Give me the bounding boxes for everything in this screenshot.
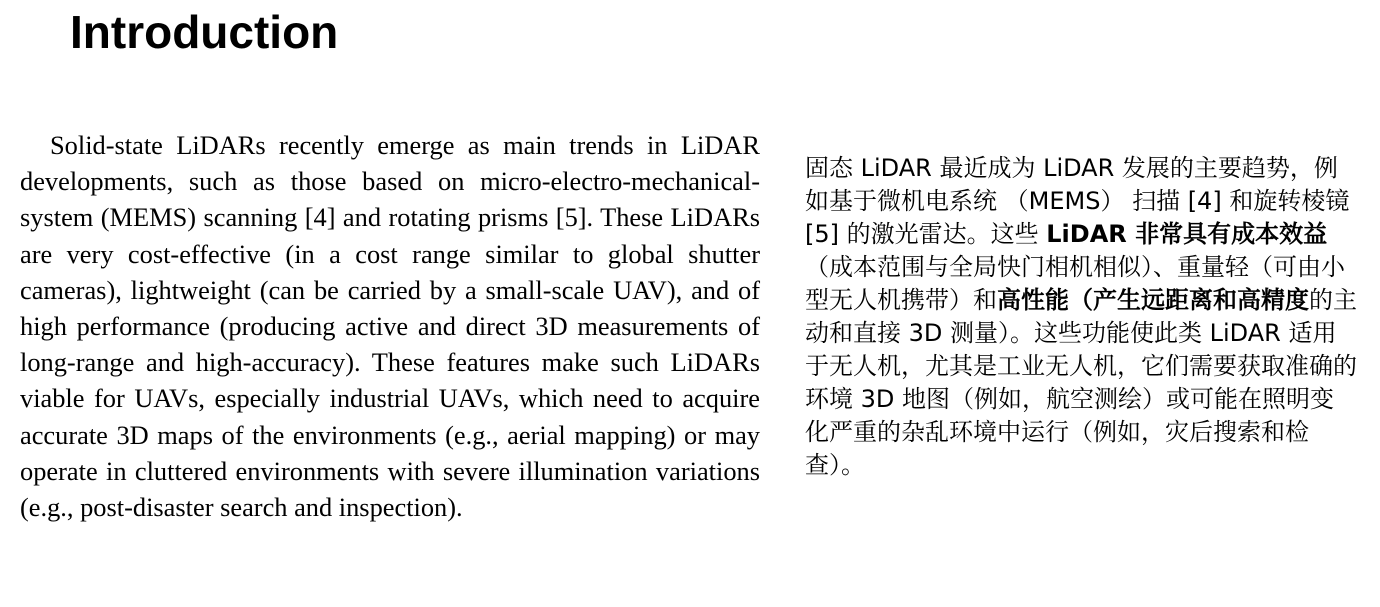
chinese-bold-high-performance: 高性能（产生远距离和高精度: [997, 286, 1309, 314]
chinese-bold-cost-effective: LiDAR 非常具有成本效益: [1046, 220, 1328, 248]
english-paragraph: Solid-state LiDARs recently emerge as main trends in LiDAR developments, such as those based on micro-electro-mechanical-system (MEMS) scanning [4] and rotating prisms [5]. These LiDARs are very cost-effective (in a cost range similar to global shutter cameras), lightweight (can be carried by a small-scale UAV), and of high performance (producing active and direct 3D measurements of long-range and high-accuracy). These features make such LiDARs viable for UAVs, especially industrial UAVs, which need to acquire accurate 3D maps of the environments (e.g., aerial mapping) or may operate in cluttered environments with severe illumination variations (e.g., post-disaster search and inspection).: [20, 130, 760, 523]
chinese-text-segment-2: （成本范围与全局快门相机相似）、重量轻（可由小型无人机携带）和: [805, 253, 1345, 314]
chinese-paragraph: [805, 152, 1357, 482]
chinese-text-segment-1: 固态 LiDAR 最近成为 LiDAR 发展的主要趋势，例如基于微机电系统 （MEMS） 扫描 [4] 和旋转棱镜 [5] 的激光雷达。这些: [805, 154, 1350, 248]
chinese-text-segment-3: 的主动和直接 3D 测量）。这些功能使此类 LiDAR 适用于无人机，尤其是工业无人机，它们需要获取准确的环境 3D 地图（例如，航空测绘）或可能在照明变化严重的杂乱环境中运行（例如，灾后搜索和检查）。: [805, 286, 1357, 479]
slide-title: Introduction: [70, 6, 339, 58]
